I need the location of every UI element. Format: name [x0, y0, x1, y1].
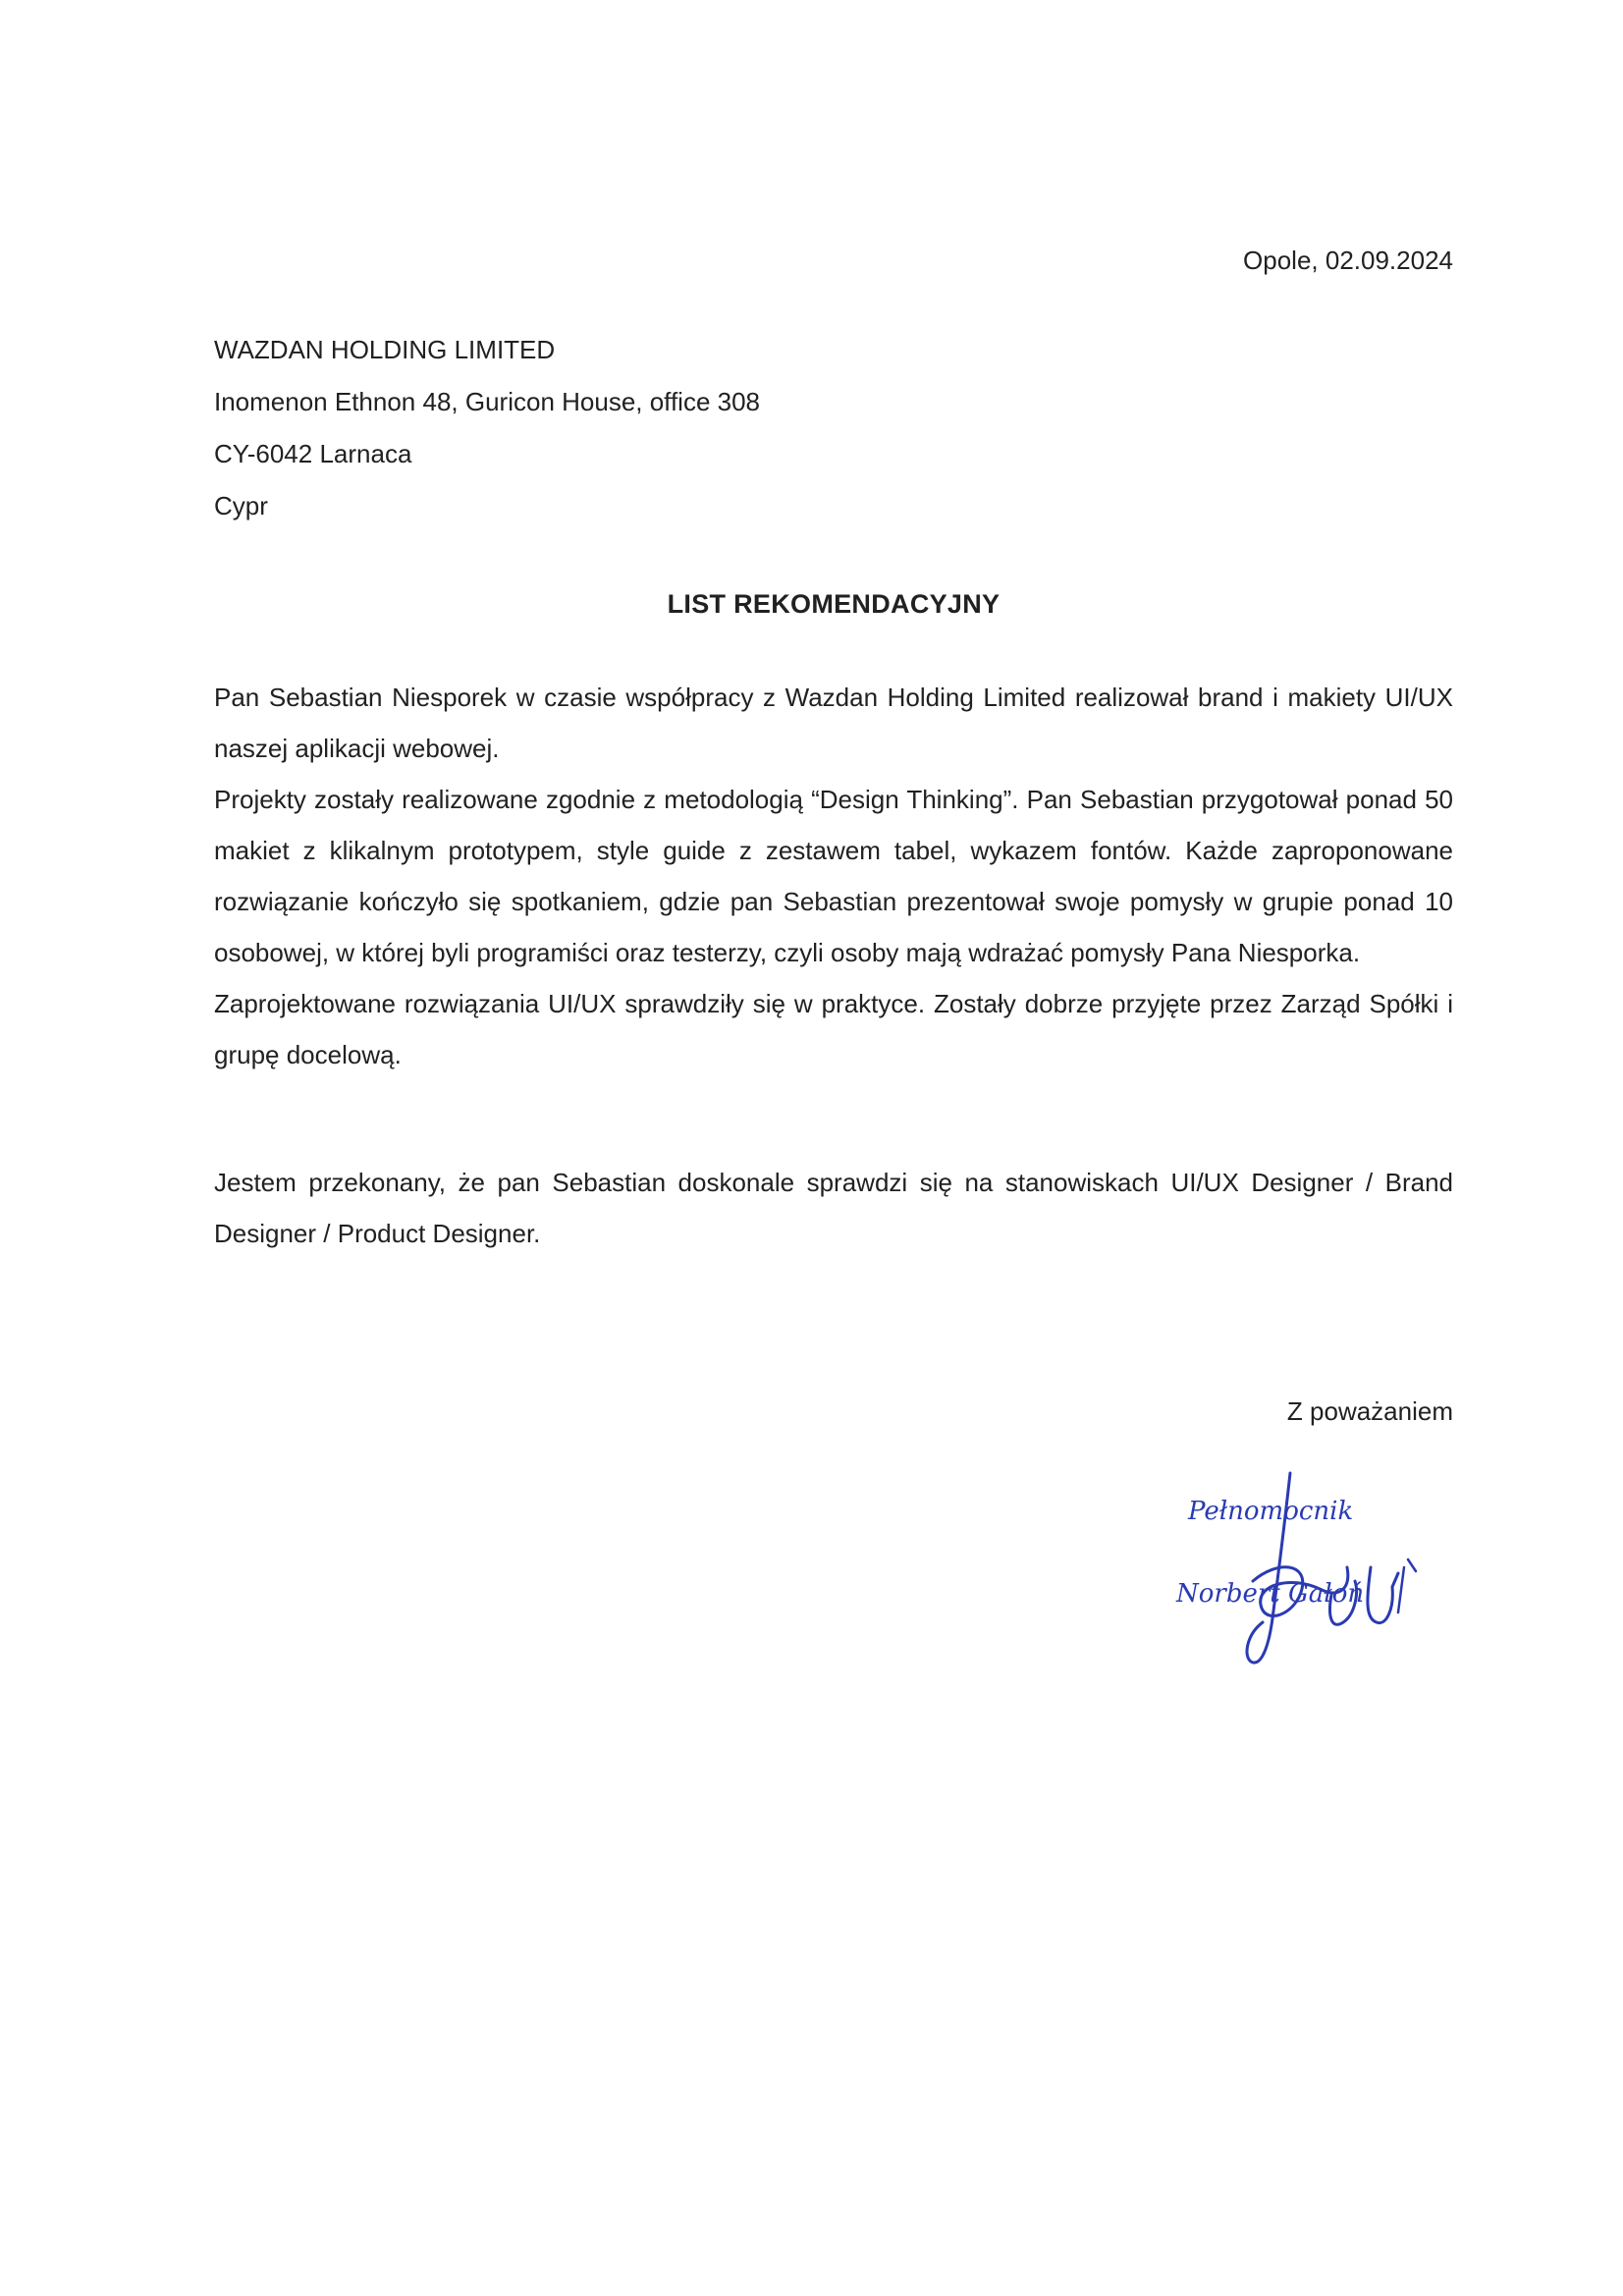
letter-title: LIST REKOMENDACYJNY: [667, 589, 1001, 619]
signature-name: Norbert Gałoń: [1176, 1579, 1365, 1609]
paragraph: Projekty zostały realizowane zgodnie z metodologią “Design Thinking”. Pan Sebastian przygotował ponad 50 makiet z klikalnym prototypem, style guide z zestawem tabel, wykazem fontów. Każde zaproponowane rozwiązanie kończyło się spotkaniem, gdzie pan Sebastian prezentował swoje pomysły w grupie ponad 10 osobowej, w której byli programiści oraz testerzy, czyli osoby mają wdrażać pomysły Pana Niesporka.: [214, 785, 1453, 967]
signature-role: Pełnomocnik: [1188, 1497, 1354, 1526]
paragraph: Jestem przekonany, że pan Sebastian doskonale sprawdzi się na stanowiskach UI/UX Designer / Brand Designer / Product Designer.: [214, 1168, 1453, 1248]
paragraph: Pan Sebastian Niesporek w czasie współpracy z Wazdan Holding Limited realizował brand i makiety UI/UX naszej aplikacji webowej.: [214, 683, 1453, 763]
paragraph: Zaprojektowane rozwiązania UI/UX sprawdziły się w praktyce. Zostały dobrze przyjęte przez Zarząd Spółki i grupę docelową.: [214, 989, 1453, 1069]
recipient-street: Inomenon Ethnon 48, Guricon House, office 308: [214, 387, 761, 416]
date-line: Opole, 02.09.2024: [1243, 246, 1453, 275]
letter-body: [214, 672, 1453, 1259]
signature-block: [1168, 1493, 1522, 1709]
recipient-company: WAZDAN HOLDING LIMITED: [214, 335, 556, 364]
recipient-postal-city: CY-6042 Larnaca: [214, 439, 412, 468]
recipient-address-block: [214, 324, 1098, 532]
recipient-country: Cypr: [214, 491, 268, 520]
closing-line: Z poważaniem: [1286, 1396, 1453, 1426]
